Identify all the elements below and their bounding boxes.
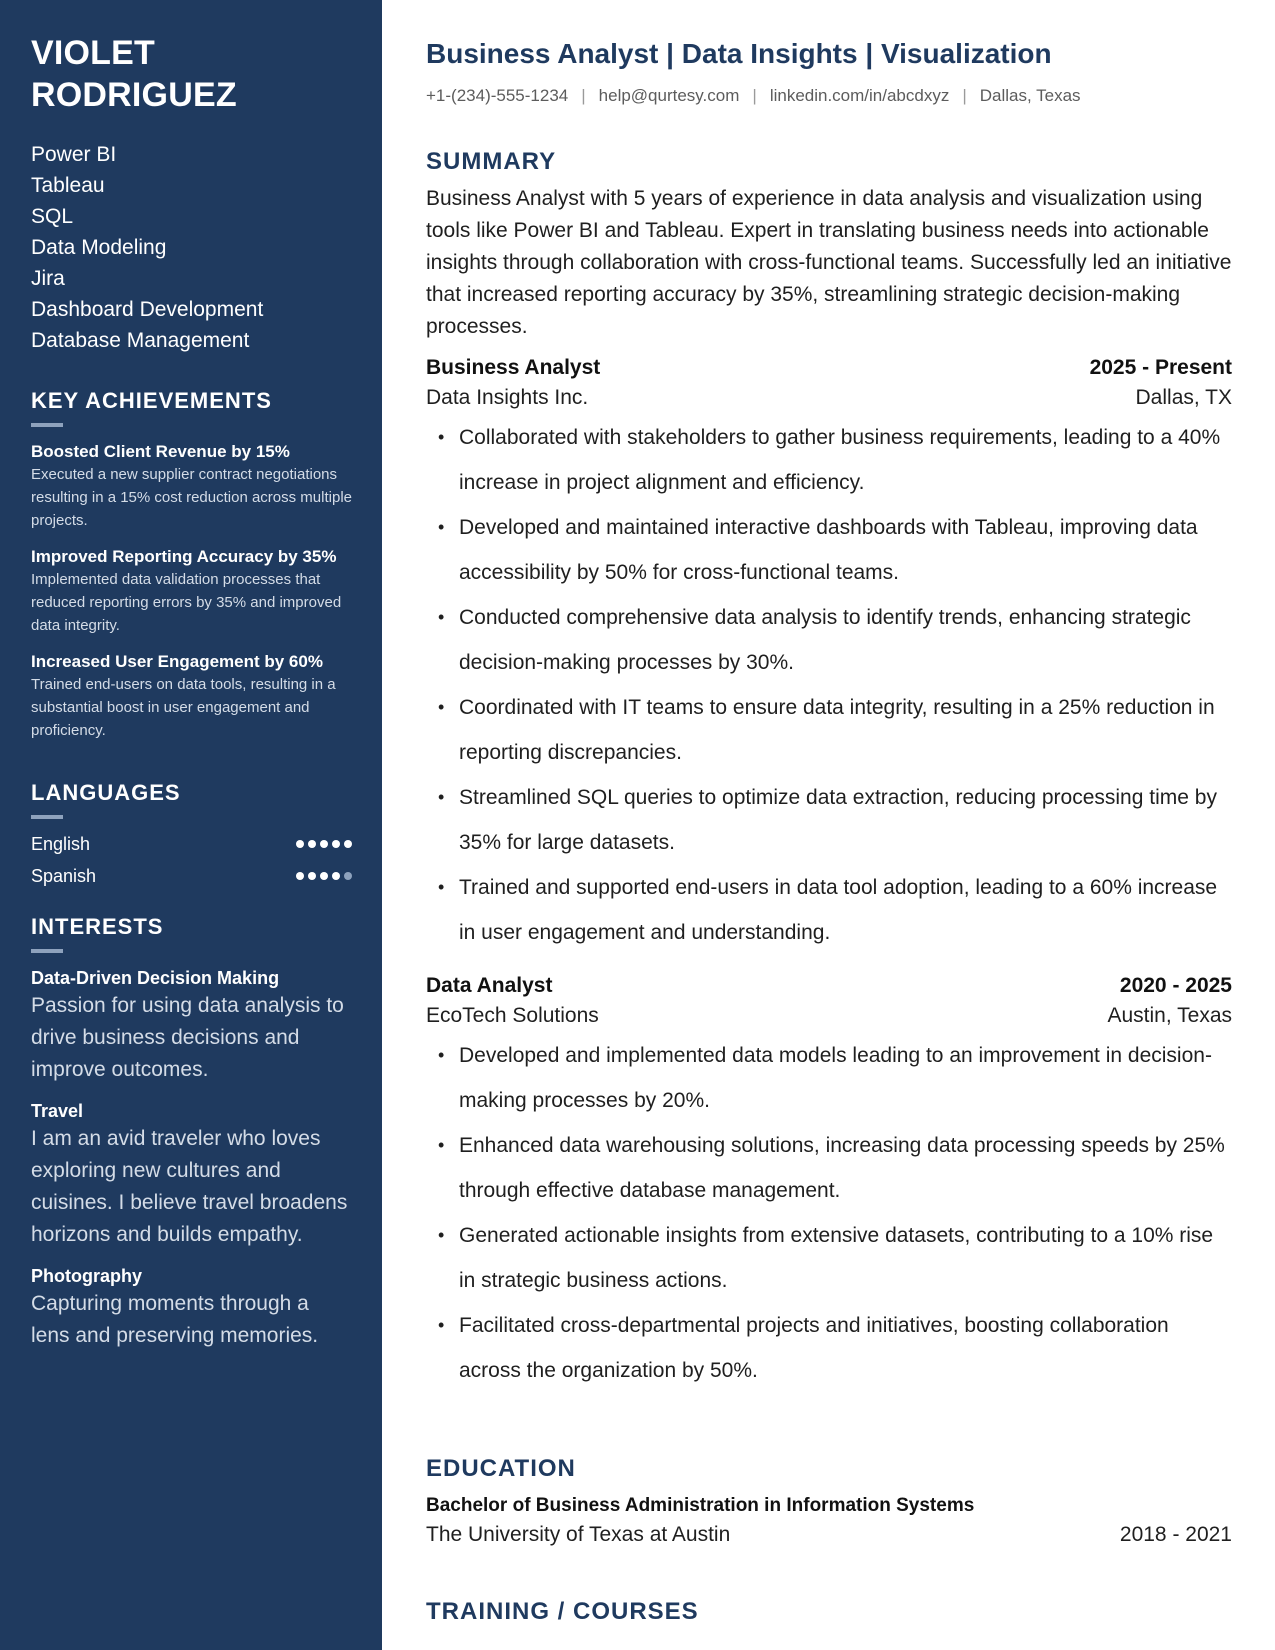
language-name: English bbox=[31, 834, 91, 854]
proficiency-dots bbox=[296, 840, 352, 848]
filled-dot bbox=[320, 840, 328, 848]
language-name: Spanish bbox=[31, 866, 97, 886]
heading-underline bbox=[31, 949, 63, 953]
achievement-desc: Implemented data validation processes that reduced reporting errors by 35% and improved data integrity. bbox=[31, 571, 342, 634]
achievements-list bbox=[31, 441, 352, 742]
candidate-name: VIOLET RODRIGUEZ bbox=[31, 34, 237, 114]
bullet-item: • Generated actionable insights from extensive datasets, contributing to a 10% rise in strategic business actions. bbox=[426, 1213, 1232, 1303]
job-header bbox=[426, 971, 1232, 1001]
interest-item bbox=[31, 1264, 352, 1352]
filled-dot bbox=[344, 840, 352, 848]
skill-item: SQL bbox=[31, 205, 74, 228]
heading-underline bbox=[31, 423, 63, 427]
education-dates: 2018 - 2021 bbox=[1119, 1523, 1232, 1546]
skill-item: Database Management bbox=[31, 329, 250, 352]
contact-phone[interactable]: +1-(234)-555-1234 bbox=[426, 86, 569, 105]
education-heading: EDUCATION bbox=[426, 1455, 576, 1482]
achievement-desc: Executed a new supplier contract negotiations resulting in a 15% cost reduction across multiple projects. bbox=[31, 466, 352, 529]
achievement-item bbox=[31, 441, 352, 532]
job-header bbox=[426, 353, 1232, 383]
experience-entry bbox=[426, 353, 1232, 955]
bullet-item: • Conducted comprehensive data analysis to identify trends, enhancing strategic decision-making processes by 30%. bbox=[426, 595, 1232, 685]
job-bullets bbox=[426, 1033, 1232, 1393]
interest-item bbox=[31, 1099, 352, 1251]
bullet-item: • Facilitated cross-departmental projects and initiatives, boosting collaboration across the organization by 50%. bbox=[426, 1303, 1232, 1393]
language-row bbox=[31, 828, 352, 860]
proficiency-dots bbox=[296, 872, 352, 880]
achievements-heading: KEY ACHIEVEMENTS bbox=[31, 388, 272, 413]
job-subheader bbox=[426, 383, 1232, 413]
skill-item: Power BI bbox=[31, 143, 117, 166]
skill-item: Dashboard Development bbox=[31, 298, 264, 321]
achievement-title: Improved Reporting Accuracy by 35% bbox=[31, 547, 337, 566]
filled-dot bbox=[296, 840, 304, 848]
job-dates: 2020 - 2025 bbox=[1119, 974, 1232, 997]
contact-location: Dallas, Texas bbox=[979, 86, 1081, 105]
interest-title: Photography bbox=[31, 1266, 142, 1286]
skill-item: Tableau bbox=[31, 174, 105, 197]
job-company: EcoTech Solutions bbox=[426, 1004, 599, 1027]
contact-separator: | bbox=[581, 86, 586, 105]
main-content bbox=[426, 34, 1232, 1628]
filled-dot bbox=[308, 840, 316, 848]
job-company: Data Insights Inc. bbox=[426, 386, 589, 409]
education-row bbox=[426, 1520, 1232, 1550]
interests-list bbox=[31, 966, 352, 1352]
interest-title: Travel bbox=[31, 1101, 84, 1121]
summary-heading: SUMMARY bbox=[426, 148, 557, 175]
languages-heading: LANGUAGES bbox=[31, 780, 181, 805]
bullet-item: • Enhanced data warehousing solutions, increasing data processing speeds by 25% through effective database management. bbox=[426, 1123, 1232, 1213]
skills-list bbox=[31, 139, 352, 356]
bullet-item: • Coordinated with IT teams to ensure data integrity, resulting in a 25% reduction in reporting discrepancies. bbox=[426, 685, 1232, 775]
interests-heading: INTERESTS bbox=[31, 914, 164, 939]
bullet-item: • Trained and supported end-users in data tool adoption, leading to a 60% increase in user engagement and understanding. bbox=[426, 865, 1232, 955]
interest-desc: Capturing moments through a lens and preserving memories. bbox=[31, 1292, 319, 1347]
job-title: Data Analyst bbox=[426, 974, 553, 997]
empty-dot bbox=[344, 872, 352, 880]
bullet-item: • Developed and maintained interactive dashboards with Tableau, improving data accessibility by 50% for cross-functional teams. bbox=[426, 505, 1232, 595]
bullet-item: • Developed and implemented data models leading to an improvement in decision-making processes by 20%. bbox=[426, 1033, 1232, 1123]
contact-separator: | bbox=[752, 86, 757, 105]
filled-dot bbox=[296, 872, 304, 880]
interest-title: Data-Driven Decision Making bbox=[31, 968, 280, 988]
experience-entry bbox=[426, 971, 1232, 1393]
education-degree: Bachelor of Business Administration in Information Systems bbox=[426, 1495, 975, 1516]
filled-dot bbox=[320, 872, 328, 880]
job-location: Austin, Texas bbox=[1107, 1004, 1232, 1027]
contact-line bbox=[426, 84, 1232, 108]
achievement-title: Increased User Engagement by 60% bbox=[31, 652, 323, 671]
languages-list bbox=[31, 828, 352, 892]
interest-desc: Passion for using data analysis to drive business decisions and improve outcomes. bbox=[31, 994, 344, 1081]
summary-text: Business Analyst with 5 years of experience in data analysis and visualization using tools like Power BI and Tableau. Expert in translating business needs into actionable insights through collaboration with cross-functional teams. Successfully led an initiative that increased reporting accuracy by 35%, streamlining strategic decision-making processes. bbox=[426, 187, 1232, 338]
job-subheader bbox=[426, 1001, 1232, 1031]
headline: Business Analyst | Data Insights | Visualization bbox=[426, 38, 1052, 69]
filled-dot bbox=[332, 872, 340, 880]
language-row bbox=[31, 860, 352, 892]
achievement-title: Boosted Client Revenue by 15% bbox=[31, 442, 290, 461]
job-location: Dallas, TX bbox=[1135, 386, 1232, 409]
skill-item: Data Modeling bbox=[31, 236, 167, 259]
job-bullets bbox=[426, 415, 1232, 955]
interest-desc: I am an avid traveler who loves exploring new cultures and cuisines. I believe travel broadens horizons and builds empathy. bbox=[31, 1127, 348, 1246]
skill-item: Jira bbox=[31, 267, 65, 290]
training-heading: TRAINING / COURSES bbox=[426, 1598, 699, 1625]
bullet-item: • Collaborated with stakeholders to gather business requirements, leading to a 40% increase in project alignment and efficiency. bbox=[426, 415, 1232, 505]
interest-item bbox=[31, 966, 352, 1086]
contact-separator: | bbox=[962, 86, 967, 105]
filled-dot bbox=[308, 872, 316, 880]
achievement-desc: Trained end-users on data tools, resulting in a substantial boost in user engagement and proficiency. bbox=[31, 676, 336, 739]
achievement-item bbox=[31, 651, 352, 742]
contact-email[interactable]: help@qurtesy.com bbox=[598, 86, 740, 105]
job-dates: 2025 - Present bbox=[1089, 356, 1232, 379]
heading-underline bbox=[31, 815, 63, 819]
achievement-item bbox=[31, 546, 352, 637]
job-title: Business Analyst bbox=[426, 356, 601, 379]
sidebar bbox=[0, 0, 382, 1650]
contact-linkedin[interactable]: linkedin.com/in/abcdxyz bbox=[769, 86, 950, 105]
filled-dot bbox=[332, 840, 340, 848]
bullet-item: • Streamlined SQL queries to optimize data extraction, reducing processing time by 35% for large datasets. bbox=[426, 775, 1232, 865]
education-school: The University of Texas at Austin bbox=[426, 1523, 731, 1546]
